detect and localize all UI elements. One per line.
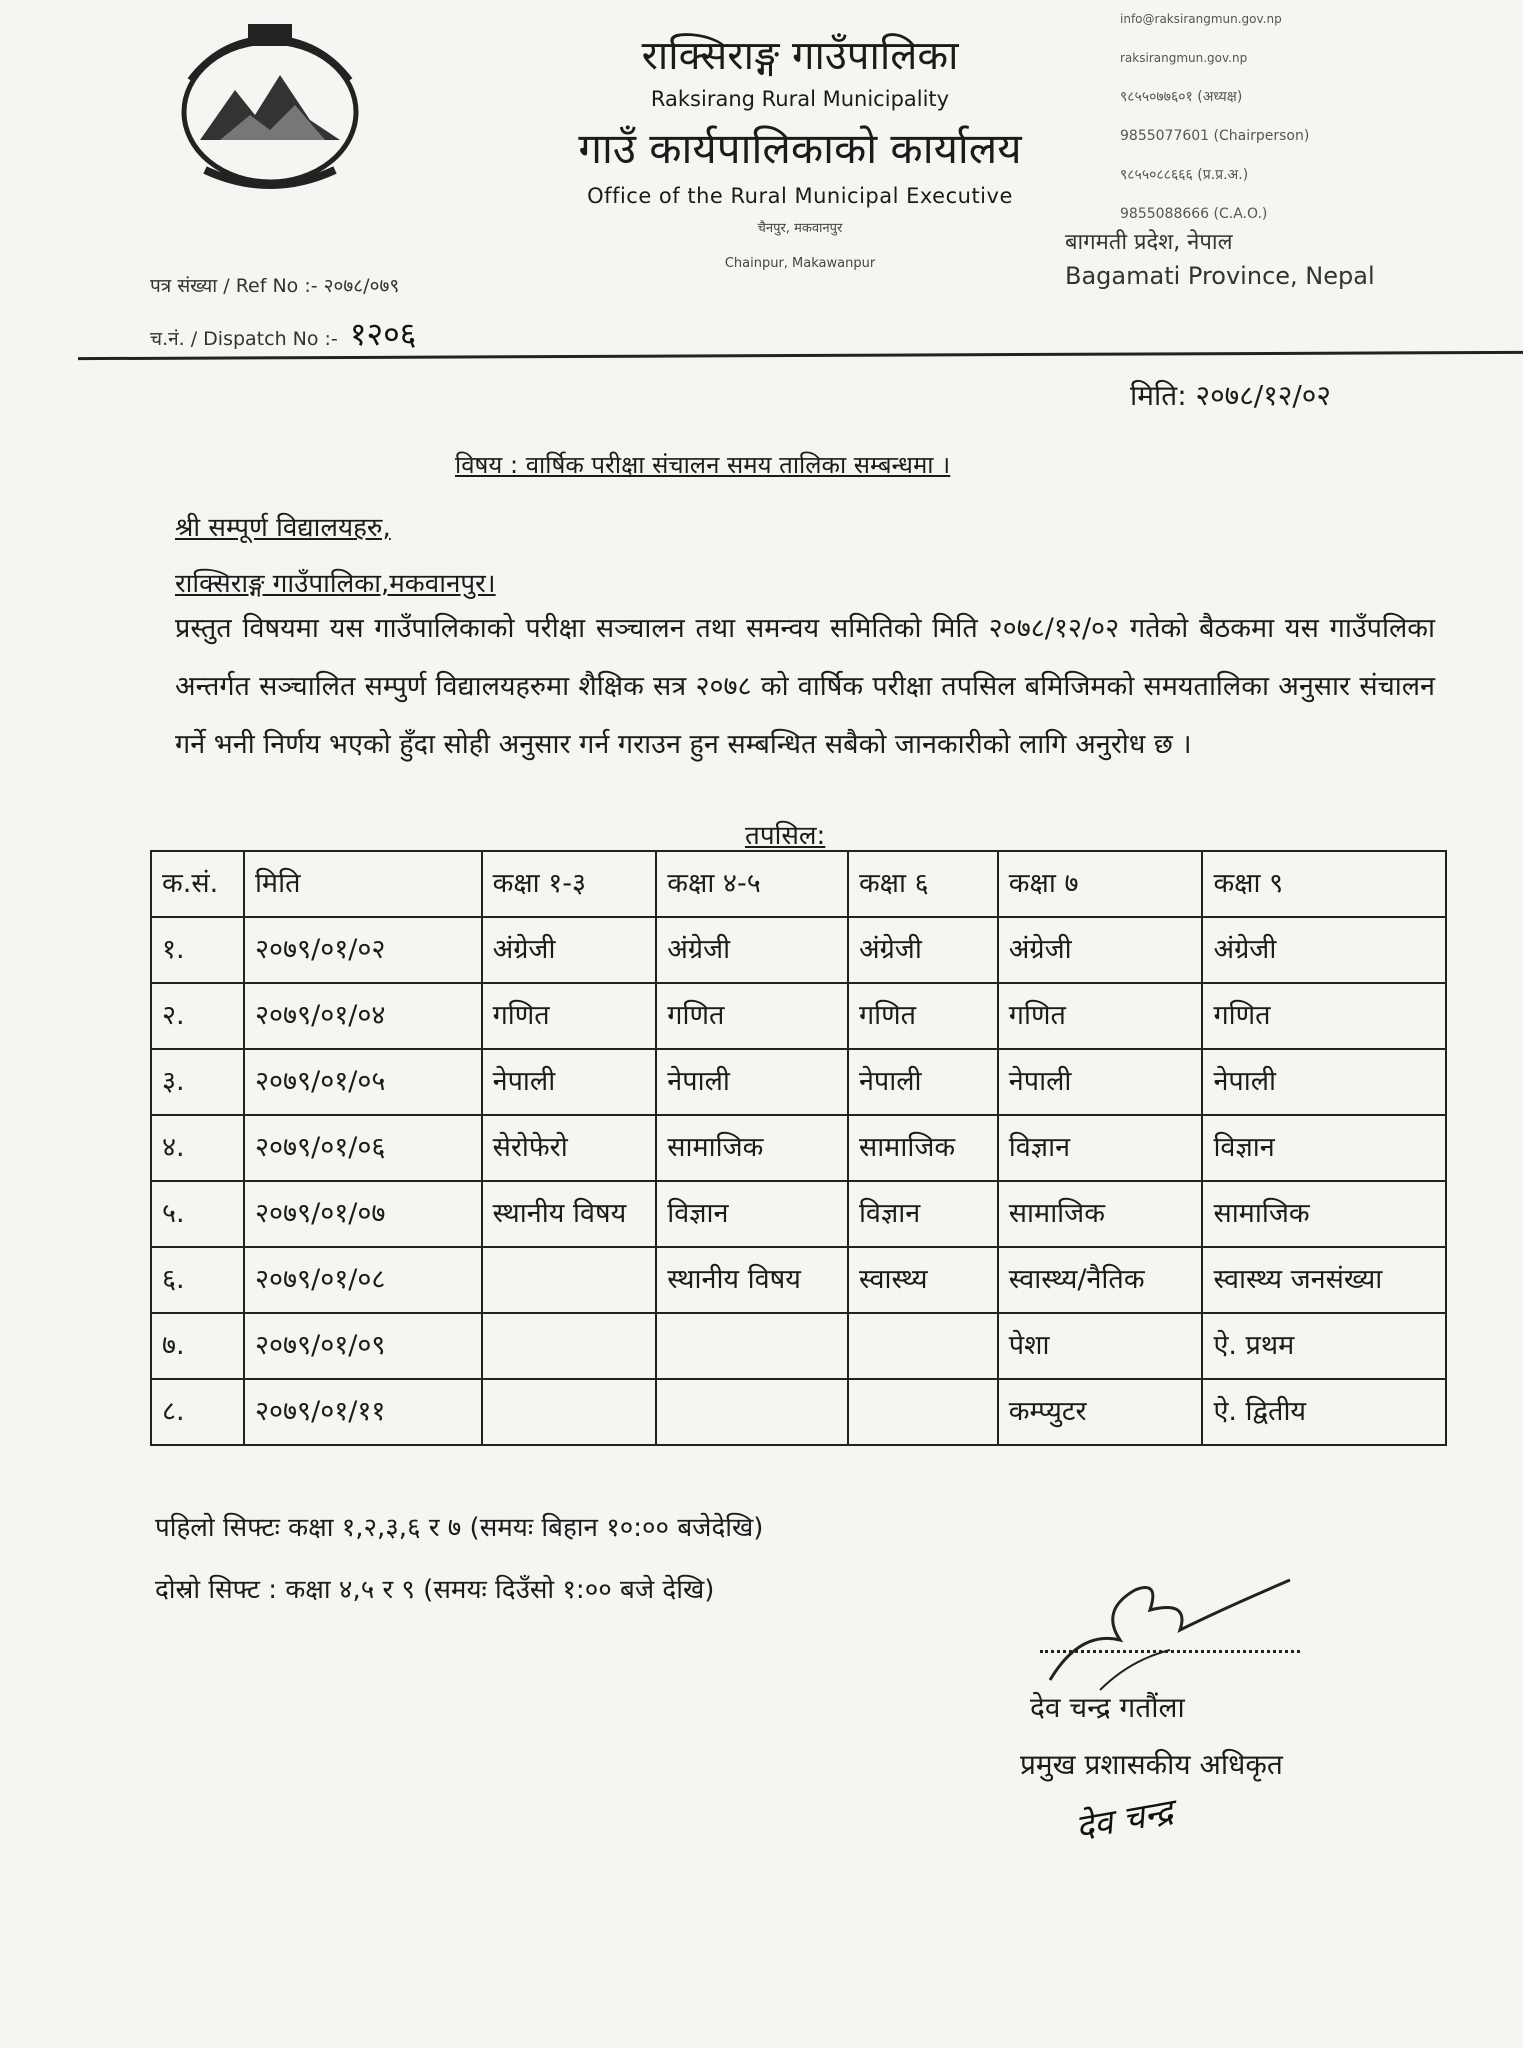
- cell-subject: सामाजिक: [848, 1115, 998, 1181]
- header-grade-7: कक्षा ७: [998, 851, 1203, 917]
- header-grade-6: कक्षा ६: [848, 851, 998, 917]
- ref-value: २०७८/०७९: [323, 275, 400, 297]
- cell-subject: अंग्रेजी: [848, 917, 998, 983]
- cell-subject: सामाजिक: [1202, 1181, 1446, 1247]
- cell-subject: कम्प्युटर: [998, 1379, 1203, 1445]
- office-name-nepali: गाउँ कार्यपालिकाको कार्यालय: [578, 124, 1022, 173]
- cell-subject: विज्ञान: [848, 1181, 998, 1247]
- second-shift-note: दोस्रो सिफ्ट : कक्षा ४,५ र ९ (समयः दिउँसो १:०० बजे देखि): [155, 1575, 715, 1605]
- letter-body: प्रस्तुत विषयमा यस गाउँपालिकाको परीक्षा सञ्चालन तथा समन्वय समितिको मिति २०७८/१२/०२ गतेको बैठकमा यस गाउँपलिका अन्तर्गत सञ्चालित सम्पुर्ण विद्यालयहरुमा शैक्षिक सत्र २०७८ को वार्षिक परीक्षा तपसिल बमिजिमको समयतालिका अनुसार संचालन गर्ने भनी निर्णय भएको हुँदा सोही अनुसार गर्न गराउन हुन सम्बन्धित सबैको जानकारीको लागि अनुरोध छ ।: [175, 613, 1435, 760]
- cell-subject: पेशा: [998, 1313, 1203, 1379]
- cell-serial: २.: [151, 983, 244, 1049]
- cell-date: २०७९/०१/०७: [244, 1181, 482, 1247]
- dispatch-number: [150, 312, 416, 355]
- province-nepali: बागमती प्रदेश, नेपाल: [1065, 230, 1233, 255]
- cell-subject: नेपाली: [848, 1049, 998, 1115]
- table-header-row: [151, 851, 1446, 917]
- cell-subject: स्वास्थ्य जनसंख्या: [1202, 1247, 1446, 1313]
- dispatch-label: च.नं. / Dispatch No :-: [150, 328, 338, 350]
- addressee-line-1: श्री सम्पूर्ण विद्यालयहरु,: [175, 513, 391, 543]
- signatory-name: देव चन्द्र गतौंला: [1030, 1691, 1185, 1724]
- cell-subject: विज्ञान: [998, 1115, 1203, 1181]
- letter-subject: विषय : वार्षिक परीक्षा संचालन समय तालिका सम्बन्धमा ।: [455, 451, 951, 479]
- table-row: [151, 1115, 1446, 1181]
- cell-date: २०७९/०१/०८: [244, 1247, 482, 1313]
- cell-subject: गणित: [656, 983, 848, 1049]
- contact-email: info@raksirangmun.gov.np: [1120, 12, 1282, 26]
- cell-subject: अंग्रेजी: [656, 917, 848, 983]
- cell-subject: गणित: [482, 983, 657, 1049]
- cell-subject: विज्ञान: [1202, 1115, 1446, 1181]
- cell-date: २०७९/०१/११: [244, 1379, 482, 1445]
- header-serial: क.सं.: [151, 851, 244, 917]
- annex-title: तपसिल:: [745, 821, 826, 851]
- cell-subject: अंग्रेजी: [1202, 917, 1446, 983]
- cell-subject: स्वास्थ्य/नैतिक: [998, 1247, 1203, 1313]
- cell-subject: स्थानीय विषय: [482, 1181, 657, 1247]
- cell-date: २०७९/०१/०२: [244, 917, 482, 983]
- cell-serial: ५.: [151, 1181, 244, 1247]
- contact-phone-chair-np: ९८५५०७७६०१ (अध्यक्ष): [1120, 89, 1243, 105]
- exam-schedule-table: [150, 850, 1447, 1446]
- office-name-english: Office of the Rural Municipal Executive: [587, 184, 1013, 208]
- table-row: [151, 1247, 1446, 1313]
- header-date: मिति: [244, 851, 482, 917]
- addressee-line-2: राक्सिराङ्ग गाउँपालिका,मकवानपुर।: [175, 569, 496, 599]
- cell-subject: [656, 1313, 848, 1379]
- cell-serial: ७.: [151, 1313, 244, 1379]
- header-grade-9: कक्षा ९: [1202, 851, 1446, 917]
- cell-subject: अंग्रेजी: [998, 917, 1203, 983]
- cell-subject: सामाजिक: [998, 1181, 1203, 1247]
- cell-subject: सेरोफेरो: [482, 1115, 657, 1181]
- reference-number: [150, 272, 399, 298]
- header-grade-4-5: कक्षा ४-५: [656, 851, 848, 917]
- cell-subject: नेपाली: [998, 1049, 1203, 1115]
- cell-serial: ३.: [151, 1049, 244, 1115]
- province-english: Bagamati Province, Nepal: [1065, 262, 1375, 290]
- contact-website: raksirangmun.gov.np: [1120, 51, 1248, 65]
- cell-date: २०७९/०१/०६: [244, 1115, 482, 1181]
- cell-subject: [482, 1379, 657, 1445]
- letterhead: [500, 18, 1100, 271]
- cell-subject: गणित: [848, 983, 998, 1049]
- ref-label: पत्र संख्या / Ref No :-: [150, 275, 318, 297]
- contact-phone-cao-np: ९८५५०८८६६६ (प्र.प्र.अ.): [1120, 167, 1249, 183]
- cell-subject: सामाजिक: [656, 1115, 848, 1181]
- cell-subject: [848, 1313, 998, 1379]
- cell-subject: अंग्रेजी: [482, 917, 657, 983]
- contact-info: [1120, 0, 1520, 234]
- contact-phone-cao-en: 9855088666 (C.A.O.): [1120, 206, 1268, 222]
- table-row: [151, 1181, 1446, 1247]
- cell-subject: स्वास्थ्य: [848, 1247, 998, 1313]
- table-row: [151, 1379, 1446, 1445]
- cell-subject: गणित: [998, 983, 1203, 1049]
- table-row: [151, 1049, 1446, 1115]
- table-row: [151, 917, 1446, 983]
- cell-serial: ६.: [151, 1247, 244, 1313]
- handwritten-signature: [1040, 1570, 1300, 1700]
- cell-serial: ८.: [151, 1379, 244, 1445]
- first-shift-note: पहिलो सिफ्टः कक्षा १,२,३,६ र ७ (समयः बिहान १०:०० बजेदेखि): [155, 1513, 764, 1543]
- signatory-title: प्रमुख प्रशासकीय अधिकृत: [1020, 1748, 1283, 1781]
- stamp-location-nepali: चैनपुर, मकवानपुर: [757, 221, 843, 236]
- cell-serial: १.: [151, 917, 244, 983]
- cell-subject: नेपाली: [482, 1049, 657, 1115]
- cell-date: २०७९/०१/०५: [244, 1049, 482, 1115]
- dispatch-value: १२०६: [349, 315, 417, 353]
- cell-subject: ऐ. प्रथम: [1202, 1313, 1446, 1379]
- cell-subject: [656, 1379, 848, 1445]
- nepal-emblem-icon: [160, 20, 380, 200]
- name-stamp: देव चन्द्र: [1072, 1791, 1176, 1849]
- cell-subject: [482, 1247, 657, 1313]
- cell-subject: नेपाली: [1202, 1049, 1446, 1115]
- cell-date: २०७९/०१/०४: [244, 983, 482, 1049]
- signature-line: [1040, 1650, 1300, 1653]
- letter-date: मिति: २०७८/१२/०२: [1130, 379, 1331, 412]
- table-row: [151, 983, 1446, 1049]
- cell-subject: [848, 1379, 998, 1445]
- cell-subject: गणित: [1202, 983, 1446, 1049]
- cell-subject: नेपाली: [656, 1049, 848, 1115]
- cell-subject: स्थानीय विषय: [656, 1247, 848, 1313]
- cell-serial: ४.: [151, 1115, 244, 1181]
- cell-subject: [482, 1313, 657, 1379]
- cell-subject: विज्ञान: [656, 1181, 848, 1247]
- cell-subject: ऐ. द्वितीय: [1202, 1379, 1446, 1445]
- contact-phone-chair-en: 9855077601 (Chairperson): [1120, 128, 1310, 144]
- cell-date: २०७९/०१/०९: [244, 1313, 482, 1379]
- municipality-name-nepali: राक्सिराङ्ग गाउँपालिका: [641, 33, 959, 79]
- municipality-name-english: Raksirang Rural Municipality: [650, 87, 950, 111]
- stamp-location-english: Chainpur, Makawanpur: [724, 256, 876, 271]
- header-grade-1-3: कक्षा १-३: [482, 851, 657, 917]
- table-row: [151, 1313, 1446, 1379]
